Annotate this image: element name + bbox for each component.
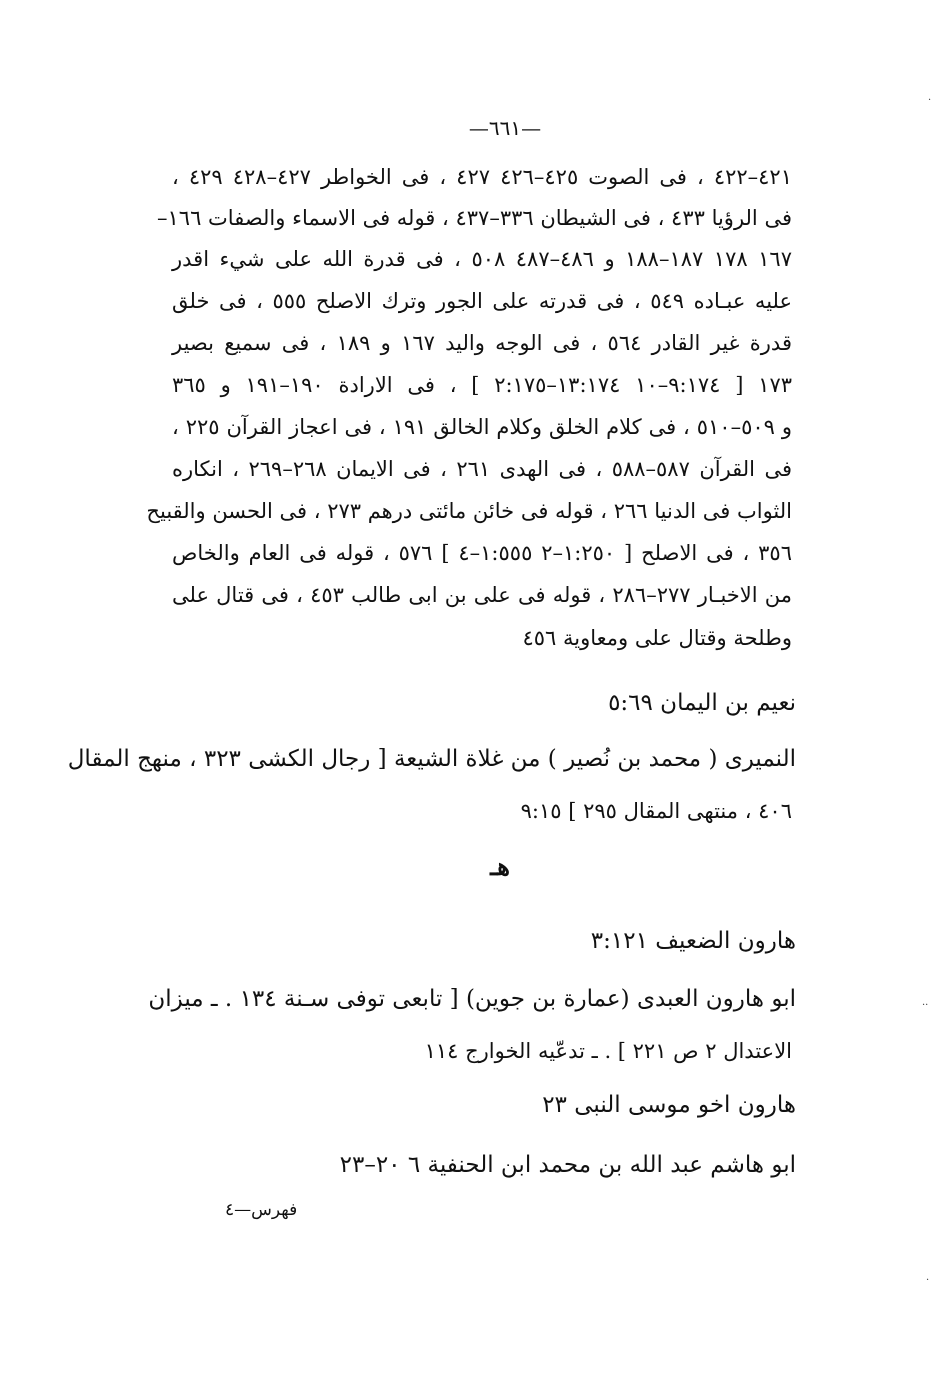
index-line: من الاخبـار ٢٧٧–٢٨٦ ، قوله فى على بن ابى طالب ٤٥٣ ، فى قتال على bbox=[172, 583, 792, 607]
index-line: ١٦٧ ١٧٨ ١٨٧–١٨٨ و ٤٨٦–٤٨٧ ٥٠٨ ، فى قدرة الله على شيء اقدر bbox=[172, 247, 792, 271]
scan-speck: ·· bbox=[922, 1000, 929, 1011]
scan-speck: · bbox=[928, 95, 932, 106]
index-line: فى الرؤيا ٤٣٣ ، فى الشيطان ٣٣٦–٤٣٧ ، قوله فى الاسماء والصفات ١٦٦– bbox=[157, 206, 792, 230]
index-entry-abu-hashim: ابو هاشم عبد الله بن محمد ابن الحنفية ٦ ٢٠–٢٣ bbox=[339, 1152, 796, 1178]
index-line: عليه عبـاده ٥٤٩ ، فى قدرته على الجور وترك الاصلح ٥٥٥ ، فى خلق bbox=[172, 289, 793, 313]
index-entry-numayri: النميرى ( محمد بن نُصير ) من غلاة الشيعة [ رجال الكشى ٣٢٣ ، منهج المقال bbox=[67, 746, 796, 772]
index-entry-harun-daif: هارون الضعيف ٣:١٢١ bbox=[590, 928, 796, 954]
index-entry-harun-akhu-musa: هارون اخو موسى النبى ٢٣ bbox=[542, 1092, 796, 1118]
index-entry-abu-harun: ابو هارون العبدى (عمارة بن جوين) [ تابعى توفى سـنة ١٣٤ . ـ ميزان bbox=[148, 986, 796, 1012]
page-number: —٦٦١— bbox=[468, 116, 542, 140]
index-line: ٤٢١–٤٢٢ ، فى الصوت ٤٢٥–٤٢٦ ٤٢٧ ، فى الخواطر ٤٢٧–٤٢٨ ٤٢٩ ، bbox=[172, 165, 792, 189]
scan-speck: · bbox=[926, 1275, 930, 1286]
index-line: و ٥٠٩–٥١٠ ، فى كلام الخلق وكلام الخالق ١٩١ ، فى اعجاز القرآن ٢٢٥ ، bbox=[172, 415, 792, 439]
index-line: قدرة غير القادر ٥٦٤ ، فى الوجه واليد ١٦٧ و ١٨٩ ، فى سميع بصير bbox=[172, 331, 792, 355]
index-entry-abu-harun-cont: الاعتدال ٢ ص ٢٢١ ] . ـ تدعّيه الخوارج ١١٤ bbox=[424, 1039, 792, 1063]
index-entry-numayri-cont: ٤٠٦ ، منتهى المقال ٢٩٥ ] ٩:١٥ bbox=[520, 799, 792, 823]
index-line: فى القرآن ٥٨٧–٥٨٨ ، فى الهدى ٢٦١ ، فى الايمان ٢٦٨–٢٦٩ ، انكاره bbox=[172, 457, 792, 481]
index-line: وطلحة وقتال على ومعاوية ٤٥٦ bbox=[522, 626, 792, 650]
footer-signature: فهرس—٤ bbox=[225, 1200, 298, 1220]
index-line: ٣٥٦ ، فى الاصلح [ ١:٢٥٠–٢ ١:٥٥٥–٤ ] ٥٧٦ ، قوله فى العام والخاص bbox=[172, 541, 792, 565]
index-line: الثواب فى الدنيا ٢٦٦ ، قوله فى خائن مائتى درهم ٢٧٣ ، فى الحسن والقبيح bbox=[146, 499, 792, 523]
index-entry-numaym: نعيم بن اليمان ٥:٦٩ bbox=[608, 690, 796, 716]
section-letter: هـ bbox=[490, 852, 510, 881]
index-line: ١٧٣ [ ٩:١٧٤–١٠ ١٣:١٧٤–٢:١٧٥ ] ، فى الارادة ١٩٠–١٩١ و ٣٦٥ bbox=[172, 373, 793, 397]
